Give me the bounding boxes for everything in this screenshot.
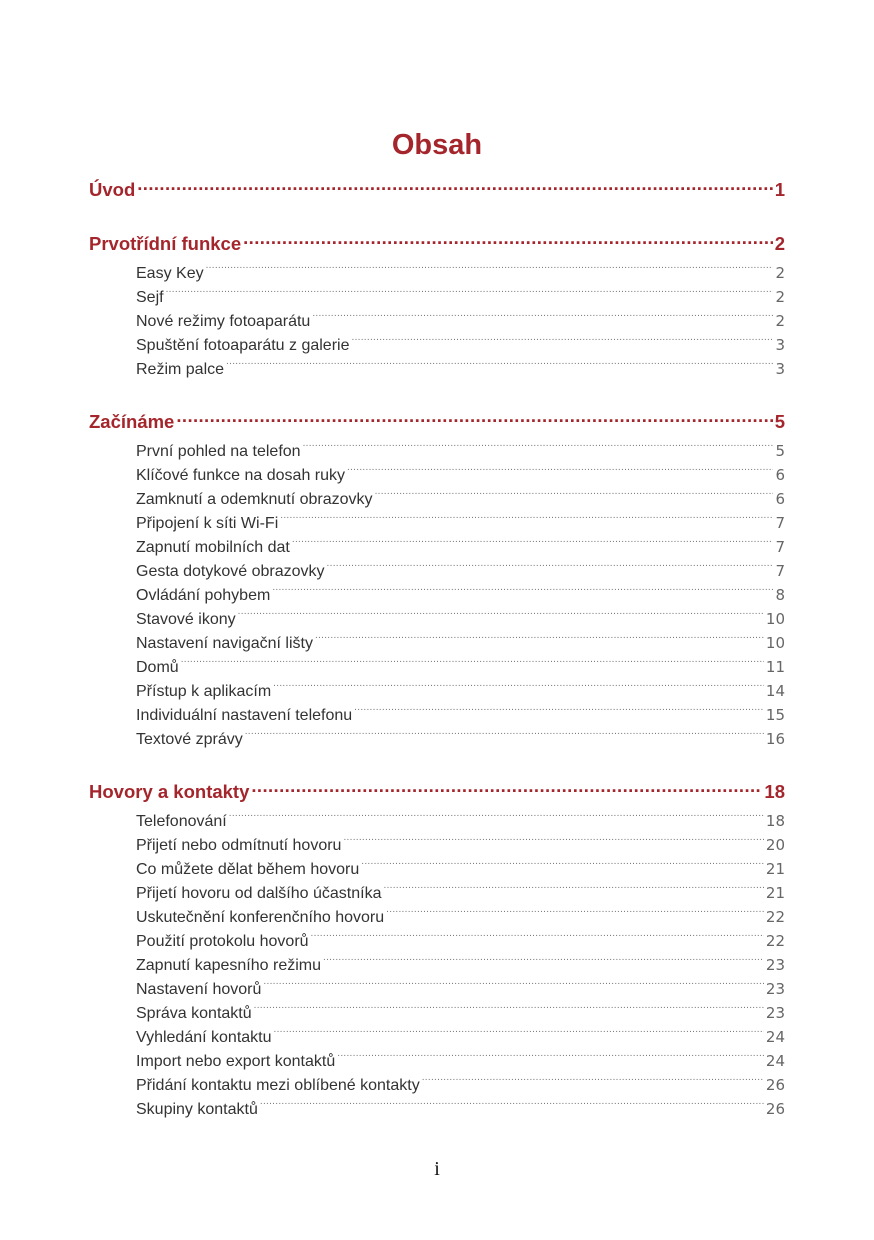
toc-subsection-title: Ovládání pohybem <box>136 587 271 604</box>
toc-chapter-page: 5 <box>774 411 785 432</box>
toc-subsection-title: Telefonování <box>136 813 227 830</box>
toc-dot-leader <box>347 456 773 480</box>
toc-subsection-title: Nastavení navigační lišty <box>136 635 313 652</box>
toc-dot-leader <box>303 432 774 456</box>
toc-dot-leader <box>263 970 764 994</box>
toc-subsection-page: 24 <box>765 1052 785 1070</box>
toc-subsection-page: 23 <box>765 1004 785 1022</box>
toc-subsection-entry[interactable] <box>89 254 785 282</box>
toc-subsection-title: Sejf <box>136 289 164 306</box>
toc-dot-leader <box>383 874 763 898</box>
toc-subsection-title: Režim palce <box>136 361 225 378</box>
toc-subsection-title: Přidání kontaktu mezi oblíbené kontakty <box>136 1077 420 1094</box>
toc-subsection-title: Stavové ikony <box>136 611 236 628</box>
toc-dot-leader <box>273 672 764 696</box>
toc-dot-leader <box>323 946 764 970</box>
toc-dot-leader <box>251 774 762 798</box>
toc-dot-leader <box>361 850 764 874</box>
toc-subsection-entry[interactable] <box>89 432 785 460</box>
table-of-contents <box>89 172 785 1118</box>
toc-subsection-page: 26 <box>765 1100 785 1118</box>
toc-subsection-page: 5 <box>775 442 785 460</box>
toc-subsection-page: 2 <box>775 288 785 306</box>
toc-subsection-page: 8 <box>775 586 785 604</box>
toc-chapter-entry[interactable] <box>89 774 785 802</box>
toc-subsection-page: 15 <box>765 706 785 724</box>
toc-chapter-title: Začínáme <box>89 411 175 432</box>
toc-dot-leader <box>375 480 774 504</box>
toc-subsection-title: Nastavení hovorů <box>136 981 262 998</box>
page-title: Obsah <box>391 129 483 162</box>
toc-dot-leader <box>166 278 774 302</box>
toc-subsection-title: První pohled na telefon <box>136 443 301 460</box>
toc-subsection-page: 3 <box>775 336 785 354</box>
toc-dot-leader <box>238 600 764 624</box>
toc-section <box>89 226 785 378</box>
toc-dot-leader <box>181 648 764 672</box>
toc-chapter-title: Hovory a kontakty <box>89 781 250 802</box>
toc-subsection-title: Import nebo export kontaktů <box>136 1053 336 1070</box>
toc-chapter-entry[interactable] <box>89 404 785 432</box>
toc-section <box>89 172 785 200</box>
toc-dot-leader <box>206 254 774 278</box>
toc-dot-leader <box>386 898 764 922</box>
toc-chapter-page: 18 <box>764 781 785 802</box>
toc-dot-leader <box>176 404 772 428</box>
toc-subsection-page: 22 <box>765 908 785 926</box>
toc-subsection-page: 24 <box>765 1028 785 1046</box>
toc-subsection-page: 10 <box>765 634 785 652</box>
toc-subsection-title: Přístup k aplikacím <box>136 683 272 700</box>
toc-subsection-page: 7 <box>775 514 785 532</box>
toc-subsection-title: Zapnutí mobilních dat <box>136 539 290 556</box>
toc-subsection-title: Skupiny kontaktů <box>136 1101 258 1118</box>
toc-subsection-entry[interactable] <box>89 672 785 700</box>
toc-subsection-page: 26 <box>765 1076 785 1094</box>
toc-subsection-page: 6 <box>775 490 785 508</box>
toc-subsection-entry[interactable] <box>89 278 785 306</box>
toc-section <box>89 774 785 1118</box>
toc-subsection-title: Použití protokolu hovorů <box>136 933 309 950</box>
toc-subsection-title: Připojení k síti Wi-Fi <box>136 515 279 532</box>
toc-subsection-page: 2 <box>775 264 785 282</box>
page-number: i <box>434 1158 440 1180</box>
toc-dot-leader <box>354 696 764 720</box>
toc-subsection-title: Easy Key <box>136 265 204 282</box>
toc-subsection-page: 20 <box>765 836 785 854</box>
toc-chapter-entry[interactable] <box>89 226 785 254</box>
toc-dot-leader <box>260 1090 764 1114</box>
toc-subsection-title: Uskutečnění konferenčního hovoru <box>136 909 385 926</box>
toc-dot-leader <box>280 504 773 528</box>
toc-dot-leader <box>245 720 764 744</box>
toc-dot-leader <box>422 1066 764 1090</box>
toc-subsection-page: 7 <box>775 538 785 556</box>
toc-subsection-page: 3 <box>775 360 785 378</box>
toc-dot-leader <box>327 552 774 576</box>
toc-chapter-title: Úvod <box>89 179 136 200</box>
toc-subsection-page: 23 <box>765 980 785 998</box>
toc-dot-leader <box>229 802 764 826</box>
toc-subsection-title: Vyhledání kontaktu <box>136 1029 272 1046</box>
toc-subsection-page: 6 <box>775 466 785 484</box>
toc-subsection-title: Zapnutí kapesního režimu <box>136 957 321 974</box>
toc-dot-leader <box>315 624 764 648</box>
toc-subsection-entry[interactable] <box>89 648 785 676</box>
toc-subsection-page: 21 <box>765 860 785 878</box>
toc-dot-leader <box>311 922 764 946</box>
toc-dot-leader <box>254 994 764 1018</box>
toc-subsection-page: 14 <box>765 682 785 700</box>
toc-dot-leader <box>272 576 773 600</box>
toc-subsection-title: Zamknutí a odemknutí obrazovky <box>136 491 373 508</box>
toc-chapter-page: 2 <box>774 233 785 254</box>
toc-dot-leader <box>337 1042 764 1066</box>
toc-chapter-title: Prvotřídní funkce <box>89 233 242 254</box>
toc-subsection-page: 11 <box>765 658 785 676</box>
toc-subsection-title: Nové režimy fotoaparátu <box>136 313 311 330</box>
toc-subsection-title: Přijetí nebo odmítnutí hovoru <box>136 837 342 854</box>
toc-subsection-page: 18 <box>765 812 785 830</box>
toc-dot-leader <box>343 826 763 850</box>
toc-subsection-title: Co můžete dělat během hovoru <box>136 861 360 878</box>
toc-chapter-entry[interactable] <box>89 172 785 200</box>
toc-dot-leader <box>351 326 773 350</box>
toc-subsection-title: Domů <box>136 659 179 676</box>
toc-dot-leader <box>274 1018 764 1042</box>
toc-dot-leader <box>226 350 773 374</box>
toc-subsection-entry[interactable] <box>89 302 785 330</box>
toc-subsection-title: Přijetí hovoru od dalšího účastníka <box>136 885 382 902</box>
toc-subsection-page: 23 <box>765 956 785 974</box>
toc-subsection-title: Textové zprávy <box>136 731 243 748</box>
toc-subsection-title: Individuální nastavení telefonu <box>136 707 353 724</box>
toc-subsection-title: Klíčové funkce na dosah ruky <box>136 467 346 484</box>
toc-subsection-page: 21 <box>765 884 785 902</box>
toc-dot-leader <box>243 226 773 250</box>
toc-subsection-page: 16 <box>765 730 785 748</box>
toc-subsection-page: 7 <box>775 562 785 580</box>
toc-section <box>89 404 785 748</box>
toc-subsection-entry[interactable] <box>89 802 785 830</box>
toc-subsection-title: Gesta dotykové obrazovky <box>136 563 325 580</box>
toc-dot-leader <box>137 172 772 196</box>
toc-subsection-page: 22 <box>765 932 785 950</box>
toc-subsection-page: 10 <box>765 610 785 628</box>
toc-chapter-page: 1 <box>774 179 785 200</box>
toc-dot-leader <box>292 528 774 552</box>
toc-subsection-title: Spuštění fotoaparátu z galerie <box>136 337 350 354</box>
toc-subsection-page: 2 <box>775 312 785 330</box>
toc-dot-leader <box>312 302 773 326</box>
toc-subsection-title: Správa kontaktů <box>136 1005 252 1022</box>
